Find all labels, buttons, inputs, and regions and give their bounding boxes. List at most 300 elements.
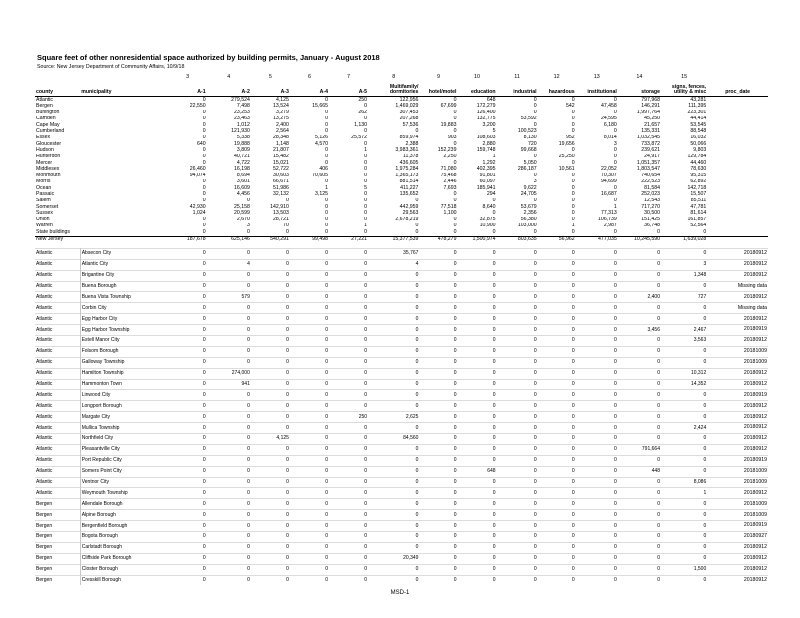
table-cell: 0 xyxy=(571,272,575,279)
county-cell: 16,198 xyxy=(233,166,250,172)
county-cell: 43,281 xyxy=(690,96,707,103)
table-cell: 0 xyxy=(492,282,496,289)
county-cell: 15,665 xyxy=(312,103,328,109)
table-cell: Buena Borough xyxy=(80,281,168,292)
table-cell: 0 xyxy=(614,500,617,507)
county-cell: 294 xyxy=(486,191,496,197)
table-cell: 0 xyxy=(364,544,368,551)
table-cell: 0 xyxy=(325,468,328,475)
table-cell: 0 xyxy=(533,511,537,518)
table-cell: 0 xyxy=(657,555,660,562)
column-number: 8 xyxy=(392,74,396,81)
county-cell: 94,074 xyxy=(189,172,206,179)
county-cell: 1,148 xyxy=(275,141,289,147)
county-cell: 0 xyxy=(453,109,457,116)
county-cell: 151,425 xyxy=(641,216,660,223)
county-cell: 0 xyxy=(325,96,328,103)
table-cell: 0 xyxy=(325,511,328,518)
table-cell: 0 xyxy=(286,511,289,518)
county-cell: 185,941 xyxy=(476,185,496,191)
county-cell: 0 xyxy=(571,96,575,103)
county-cell: 4,722 xyxy=(236,159,250,166)
table-cell: Atlantic xyxy=(36,457,53,464)
table-cell: 0 xyxy=(571,424,575,431)
column-header: county xyxy=(35,83,80,97)
county-cell: 70,605 xyxy=(312,172,328,179)
table-cell: 0 xyxy=(453,500,457,507)
county-cell: 10,561 xyxy=(558,166,575,172)
table-cell: 0 xyxy=(492,261,496,268)
table-cell: 0 xyxy=(415,282,419,289)
table-cell: 0 xyxy=(415,272,419,279)
county-cell: 1,975,284 xyxy=(395,166,419,172)
total-cell: 187,678 xyxy=(169,236,207,243)
total-cell: 1,500,974 xyxy=(457,236,496,243)
county-cell: 28,348 xyxy=(273,134,289,141)
table-row xyxy=(35,248,768,259)
table-cell: 0 xyxy=(364,304,368,311)
county-cell: 4,456 xyxy=(236,191,250,197)
table-cell: 0 xyxy=(325,424,328,431)
table-cell: 0 xyxy=(247,566,250,573)
county-cell: Morris xyxy=(36,178,51,185)
county-cell: 25,158 xyxy=(233,204,250,210)
county-cell: 0 xyxy=(571,147,575,153)
county-cell: 223,301 xyxy=(687,109,707,116)
table-cell: 0 xyxy=(614,533,617,540)
table-cell: 0 xyxy=(286,576,289,583)
county-cell: 0 xyxy=(364,178,368,185)
table-cell: 0 xyxy=(571,500,575,507)
table-cell: 0 xyxy=(325,446,328,453)
permits-table xyxy=(35,73,768,585)
county-cell: 78,630 xyxy=(690,166,707,172)
table-cell: 0 xyxy=(533,555,537,562)
table-cell: 448 xyxy=(651,468,660,475)
county-cell: 81,614 xyxy=(690,210,707,216)
county-cell: 640 xyxy=(197,141,206,147)
table-cell: 4 xyxy=(247,261,250,268)
total-cell: 56,962 xyxy=(538,236,576,243)
county-cell: 23,253 xyxy=(233,109,250,116)
county-cell: 50,066 xyxy=(690,141,707,147)
table-cell: 0 xyxy=(533,522,537,529)
table-cell: 0 xyxy=(247,282,250,289)
table-cell: 0 xyxy=(415,446,419,453)
table-cell: 0 xyxy=(657,391,660,398)
table-cell: 0 xyxy=(202,315,206,322)
county-cell: 75,468 xyxy=(440,172,457,179)
county-cell: 8,014 xyxy=(603,134,617,141)
table-cell: 0 xyxy=(202,555,206,562)
county-cell: 142,910 xyxy=(270,204,289,210)
column-number-row xyxy=(35,73,768,83)
table-cell: 0 xyxy=(325,555,328,562)
table-cell: 0 xyxy=(492,500,496,507)
county-cell: 2,356 xyxy=(523,210,537,216)
table-cell: 0 xyxy=(703,359,707,366)
table-cell: 0 xyxy=(364,315,368,322)
county-cell: Essex xyxy=(36,134,51,141)
county-cell: 3 xyxy=(533,178,537,185)
table-cell: 0 xyxy=(614,446,617,453)
county-cell: Monmouth xyxy=(36,172,61,179)
county-cell: 15,021 xyxy=(273,159,289,166)
table-cell: 0 xyxy=(247,511,250,518)
county-cell: 0 xyxy=(453,222,457,229)
table-cell: 0 xyxy=(453,391,457,398)
county-cell: 1 xyxy=(364,222,368,229)
county-cell: 250 xyxy=(358,96,368,103)
table-row xyxy=(35,521,768,532)
table-cell: 0 xyxy=(325,478,328,485)
county-cell: 22,052 xyxy=(600,166,617,172)
table-cell: 0 xyxy=(325,380,328,387)
table-cell: 20180912 xyxy=(743,402,767,409)
county-cell: 740,654 xyxy=(641,172,660,179)
table-cell: 0 xyxy=(533,468,537,475)
county-cell: 1,012 xyxy=(236,122,250,128)
table-cell: 0 xyxy=(614,522,617,529)
table-cell: 0 xyxy=(492,489,496,496)
county-cell: 0 xyxy=(364,159,368,166)
county-cell: 1,032,545 xyxy=(636,134,660,141)
table-row xyxy=(35,444,768,455)
county-cell: 1,469,029 xyxy=(395,103,419,109)
county-cell: 0 xyxy=(286,197,289,204)
table-cell: 20180912 xyxy=(743,489,767,496)
table-cell: 0 xyxy=(453,544,457,551)
table-cell: 0 xyxy=(657,457,660,464)
county-cell: 56,380 xyxy=(520,216,537,223)
table-cell: 4,125 xyxy=(276,435,289,442)
county-cell: 135,331 xyxy=(641,128,660,135)
county-cell: 91,801 xyxy=(479,172,496,179)
table-cell: 0 xyxy=(286,261,289,268)
table-cell: 0 xyxy=(415,315,419,322)
county-cell: 0 xyxy=(202,229,206,235)
table-cell: 20180912 xyxy=(743,337,767,344)
table-cell: 0 xyxy=(657,261,660,268)
table-cell: 0 xyxy=(614,391,617,398)
table-cell: 0 xyxy=(325,326,328,333)
table-cell: 0 xyxy=(533,544,537,551)
table-cell: 0 xyxy=(533,326,537,333)
table-cell: Cliffside Park Borough xyxy=(80,553,168,564)
table-cell: Port Republic City xyxy=(80,455,168,466)
table-cell: Atlantic xyxy=(36,250,53,257)
table-cell: 0 xyxy=(571,402,575,409)
table-cell: Atlantic xyxy=(36,348,53,355)
county-cell: 3,125 xyxy=(315,191,328,197)
table-cell: 0 xyxy=(703,315,707,322)
table-cell: 0 xyxy=(202,282,206,289)
table-cell: 0 xyxy=(202,250,206,257)
table-cell: 0 xyxy=(571,446,575,453)
table-cell: Absecon City xyxy=(80,248,168,259)
table-cell: 20180912 xyxy=(743,315,767,322)
table-cell: 0 xyxy=(325,576,328,583)
column-number-spacer xyxy=(35,73,80,83)
county-cell: 24,917 xyxy=(644,153,660,160)
county-cell: Passaic xyxy=(36,191,55,197)
table-cell: 0 xyxy=(415,511,419,518)
table-cell: 0 xyxy=(571,413,575,420)
column-header: storage xyxy=(618,83,661,97)
table-cell: Atlantic xyxy=(36,315,53,322)
table-cell: Atlantic xyxy=(36,359,53,366)
county-cell: 30,603 xyxy=(273,172,289,179)
table-cell: 0 xyxy=(415,337,419,344)
county-cell: 47,458 xyxy=(600,103,617,109)
county-cell: 0 xyxy=(533,197,537,204)
table-cell: 0 xyxy=(614,359,617,366)
table-cell: Bergen xyxy=(36,544,53,551)
table-cell: 0 xyxy=(202,348,206,355)
table-cell: 0 xyxy=(571,511,575,518)
table-cell: 0 xyxy=(247,576,250,583)
table-cell: 0 xyxy=(614,511,617,518)
county-cell: 135,652 xyxy=(399,191,419,197)
table-cell: 3,456 xyxy=(647,326,660,333)
table-cell: 0 xyxy=(453,576,457,583)
county-cell: 51,986 xyxy=(273,185,289,191)
county-cell: Cumberland xyxy=(36,128,65,135)
table-cell: 0 xyxy=(325,391,328,398)
table-cell: Atlantic xyxy=(36,380,53,387)
table-cell: 0 xyxy=(202,272,206,279)
county-cell: 0 xyxy=(571,178,575,185)
table-cell: 0 xyxy=(571,261,575,268)
table-cell: 0 xyxy=(202,370,206,377)
table-cell: 20180912 xyxy=(743,293,767,300)
county-cell: 2,678,219 xyxy=(395,216,419,223)
column-header: industrial xyxy=(497,83,538,97)
table-cell: 791,664 xyxy=(641,446,660,453)
table-cell: 0 xyxy=(415,370,419,377)
county-cell: 0 xyxy=(246,197,250,204)
table-cell: 0 xyxy=(325,457,328,464)
table-cell: 0 xyxy=(247,272,250,279)
table-cell: Brigantine City xyxy=(80,270,168,281)
county-cell: 52,722 xyxy=(273,166,289,172)
county-cell: 307,453 xyxy=(399,109,419,116)
table-cell: 0 xyxy=(202,391,206,398)
table-row xyxy=(35,564,768,575)
county-cell: 0 xyxy=(533,172,537,179)
table-cell: 0 xyxy=(533,435,537,442)
table-cell: 20180919 xyxy=(743,522,767,529)
table-cell: 20180912 xyxy=(743,576,767,583)
table-cell: 0 xyxy=(614,282,617,289)
column-number: 4 xyxy=(227,74,231,81)
county-cell: 29,563 xyxy=(402,210,419,216)
county-cell: 5,126 xyxy=(315,134,328,141)
table-cell: 0 xyxy=(614,272,617,279)
table-cell: Buena Vista Township xyxy=(80,292,168,303)
county-cell: 0 xyxy=(325,147,328,153)
table-cell: 0 xyxy=(325,337,328,344)
county-cell: 10,900 xyxy=(479,222,496,229)
county-cell: 0 xyxy=(364,197,368,204)
county-cell: 0 xyxy=(492,197,496,204)
county-cell: 0 xyxy=(571,210,575,216)
county-cell: 19,888 xyxy=(233,141,250,147)
table-cell: 0 xyxy=(571,391,575,398)
table-cell: 0 xyxy=(533,261,537,268)
county-cell: 3 xyxy=(246,222,250,229)
table-cell: 0 xyxy=(325,566,328,573)
county-cell: 0 xyxy=(364,166,368,172)
table-cell: 20181009 xyxy=(743,478,767,485)
county-cell: 0 xyxy=(571,122,575,128)
county-cell: 121,930 xyxy=(231,128,250,135)
report-source: Source: New Jersey Department of Community Affairs, 10/9/18 xyxy=(37,64,185,70)
table-cell: 0 xyxy=(453,359,457,366)
table-cell: 0 xyxy=(364,391,368,398)
county-cell: 0 xyxy=(415,128,419,135)
county-cell: 0 xyxy=(364,128,368,135)
table-cell: 0 xyxy=(247,391,250,398)
table-cell: 0 xyxy=(571,576,575,583)
table-cell: 20180912 xyxy=(743,446,767,453)
table-cell: 0 xyxy=(286,522,289,529)
table-cell: 0 xyxy=(202,293,206,300)
county-cell: 262 xyxy=(358,109,368,116)
table-cell: Allendale Borough xyxy=(80,499,168,510)
table-row xyxy=(35,379,768,390)
county-cell: 0 xyxy=(415,197,419,204)
county-cell: 0 xyxy=(202,191,206,197)
county-cell: 0 xyxy=(202,153,206,160)
table-cell: 0 xyxy=(657,576,660,583)
table-cell: 0 xyxy=(453,511,457,518)
table-cell: 0 xyxy=(247,435,250,442)
table-cell: 0 xyxy=(364,326,368,333)
table-cell: 0 xyxy=(533,380,537,387)
table-cell: 0 xyxy=(657,522,660,529)
county-cell: 0 xyxy=(613,229,617,235)
county-cell: 4,570 xyxy=(315,141,328,147)
table-cell: 0 xyxy=(247,555,250,562)
county-cell: 0 xyxy=(202,185,206,191)
table-cell: Mullica Township xyxy=(80,423,168,434)
empty-cell xyxy=(707,97,768,104)
table-row xyxy=(35,412,768,423)
county-cell: 0 xyxy=(613,197,617,204)
table-cell: Atlantic xyxy=(36,413,53,420)
county-cell: 0 xyxy=(325,109,328,116)
county-row xyxy=(35,97,768,104)
county-cell: Cape May xyxy=(36,122,60,128)
table-cell: 0 xyxy=(415,380,419,387)
table-cell: 0 xyxy=(364,261,368,268)
column-header: A-5 xyxy=(329,83,368,97)
county-cell: 12,543 xyxy=(644,197,660,204)
county-cell: 19,656 xyxy=(558,141,575,147)
county-cell: 16,609 xyxy=(233,185,250,191)
county-cell: 0 xyxy=(325,159,328,166)
table-cell: 0 xyxy=(453,435,457,442)
table-cell: 0 xyxy=(703,348,707,355)
table-cell: 0 xyxy=(202,566,206,573)
table-cell: 0 xyxy=(453,282,457,289)
table-cell: 0 xyxy=(614,413,617,420)
county-cell: 2,564 xyxy=(275,128,289,135)
table-cell: 0 xyxy=(614,348,617,355)
table-cell: 0 xyxy=(703,555,707,562)
county-cell: 0 xyxy=(613,96,617,103)
table-row xyxy=(35,423,768,434)
county-cell: 2,250 xyxy=(443,153,457,160)
county-cell: 0 xyxy=(571,109,575,116)
county-cell: 0 xyxy=(202,222,206,229)
table-cell: 0 xyxy=(286,478,289,485)
county-cell: 0 xyxy=(453,191,457,197)
table-cell: 0 xyxy=(657,533,660,540)
table-cell: 0 xyxy=(202,500,206,507)
table-cell: 0 xyxy=(325,293,328,300)
table-cell: Linwood City xyxy=(80,390,168,401)
county-cell: 70 xyxy=(283,222,289,229)
table-cell: 941 xyxy=(241,380,250,387)
table-cell: 0 xyxy=(657,566,660,573)
total-cell: 1,639,028 xyxy=(661,236,707,243)
table-cell: 20181009 xyxy=(743,348,767,355)
table-cell: 0 xyxy=(614,293,617,300)
table-cell: 2,625 xyxy=(405,413,419,420)
table-cell: 0 xyxy=(533,402,537,409)
county-cell: 0 xyxy=(325,122,328,128)
table-cell: 0 xyxy=(571,555,575,562)
county-cell: 77,518 xyxy=(440,204,457,210)
table-cell: 0 xyxy=(286,555,289,562)
table-cell: 0 xyxy=(286,272,289,279)
table-cell: 0 xyxy=(286,315,289,322)
table-cell: 0 xyxy=(533,457,537,464)
table-cell: 0 xyxy=(614,555,617,562)
county-cell: 0 xyxy=(571,204,575,210)
column-header: municipality xyxy=(80,83,168,97)
table-cell: Atlantic xyxy=(36,402,53,409)
table-cell: Closter Borough xyxy=(80,564,168,575)
table-cell: 727 xyxy=(697,293,707,300)
table-cell: 0 xyxy=(703,522,707,529)
county-cell: 53,679 xyxy=(520,204,537,210)
table-cell: 0 xyxy=(492,478,496,485)
county-cell: 0 xyxy=(571,191,575,197)
table-cell: 0 xyxy=(453,424,457,431)
table-cell: 0 xyxy=(247,544,250,551)
table-cell: 0 xyxy=(492,348,496,355)
county-cell: 859,974 xyxy=(399,134,419,141)
total-cell: 478,279 xyxy=(419,236,457,243)
table-cell: 0 xyxy=(703,468,707,475)
table-cell: 0 xyxy=(703,446,707,453)
column-number: 6 xyxy=(307,74,311,81)
county-cell: 0 xyxy=(325,229,328,235)
table-cell: 0 xyxy=(325,435,328,442)
table-cell: 0 xyxy=(202,511,206,518)
table-cell: 20180912 xyxy=(743,413,767,420)
table-cell: 0 xyxy=(247,489,250,496)
table-cell: 0 xyxy=(614,576,617,583)
county-cell: 15,507 xyxy=(690,191,707,197)
column-number: 7 xyxy=(347,74,351,81)
county-cell: 30,500 xyxy=(644,210,660,216)
table-cell: 0 xyxy=(657,370,660,377)
county-cell: 1,051,357 xyxy=(636,159,660,166)
